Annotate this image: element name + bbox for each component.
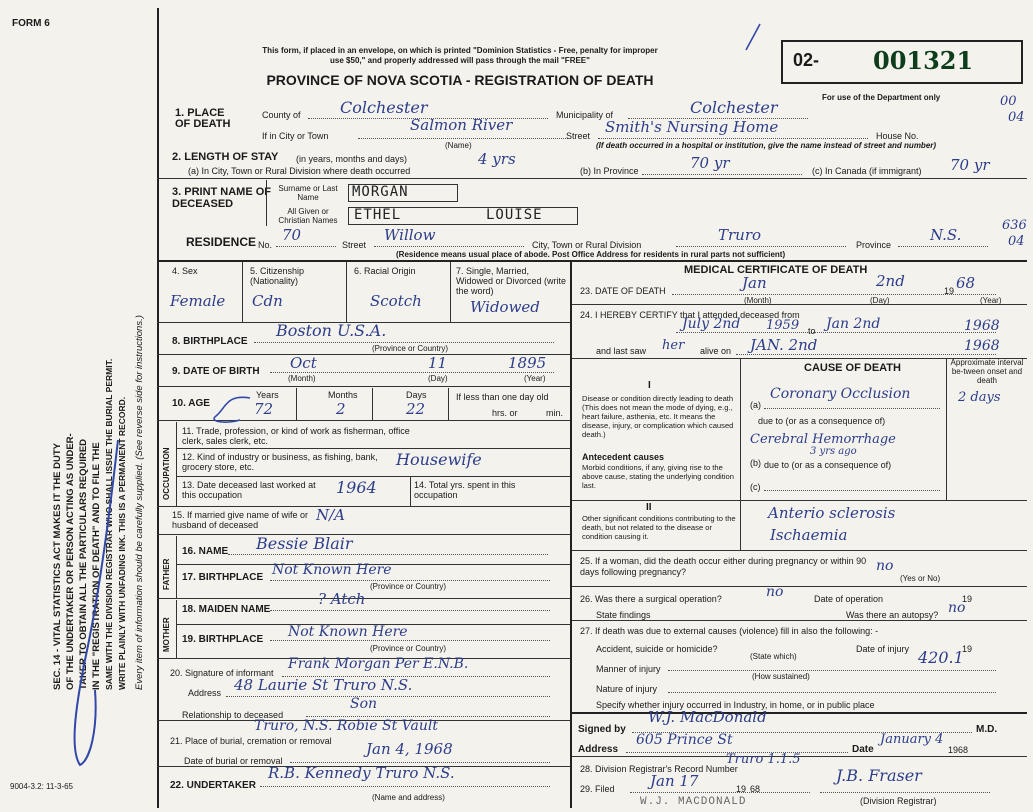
mother-side: [176, 600, 177, 658]
burial-date: Jan 4, 1968: [366, 740, 453, 758]
dod-year-prefix: 19: [944, 286, 955, 296]
autopsy-value: no: [948, 600, 966, 616]
residence-province: N.S.: [930, 226, 962, 244]
dob-day-label: (Day): [428, 374, 448, 383]
last-worked-value: 1964: [336, 478, 377, 497]
stay-province-label: (b) In Province: [580, 166, 639, 176]
house-label: House No.: [876, 131, 919, 141]
v-6-7: [450, 262, 451, 322]
accident-label: Accident, suicide or homicide?: [596, 644, 718, 654]
undertaker-note: (Name and address): [372, 793, 445, 802]
other-2: Ischaemia: [770, 526, 848, 544]
residence-province-label: Province: [856, 240, 892, 250]
divider-6: [176, 448, 570, 449]
injury-date-label: Date of injury: [856, 644, 910, 654]
mother-maiden: ? Atch: [318, 590, 366, 608]
doctor-date-label: Date: [852, 744, 874, 755]
dod-year-label: (Year): [980, 296, 1002, 305]
envelope-note-2: use $50," and properly addressed will pass through the mail "FREE": [330, 56, 590, 65]
attend-from: July 2nd: [682, 316, 741, 332]
last-saw-label: and last saw: [596, 346, 647, 356]
side-line-3: TAKER TO OBTAIN ALL THE PARTICULARS REQUIRED: [78, 438, 89, 690]
residence-no-label: No.: [258, 240, 273, 250]
name-label: 3. PRINT NAME OF DECEASED: [172, 186, 272, 210]
reg-record-label: 28. Division Registrar's Record Number: [580, 764, 738, 774]
occ-v1: [410, 476, 411, 506]
relationship-value: Son: [350, 696, 378, 712]
mother-birthplace-label: 19. BIRTHPLACE: [182, 634, 264, 645]
stay-label: 2. LENGTH OF STAY: [172, 151, 279, 163]
doctor-address: 605 Prince St: [636, 732, 733, 748]
dob-label: 9. DATE OF BIRTH: [172, 366, 260, 377]
side-line-5: SAME WITH THE DIVISION REGISTRAR WHO SHALL ISSUE THE BURIAL PERMIT.: [104, 358, 114, 690]
county-value: Colchester: [340, 98, 428, 117]
father-name: Bessie Blair: [256, 534, 353, 553]
reg-number: 001321: [873, 46, 974, 75]
envelope-note-1: This form, if placed in an envelope, on which is printed "Dominion Statistics - Free, penalty for improper: [262, 46, 658, 55]
manner-code: 420.1: [918, 648, 964, 667]
birthplace-label: 8. BIRTHPLACE: [172, 336, 248, 347]
filed-label: 29. Filed: [580, 784, 615, 794]
page-title: PROVINCE OF NOVA SCOTIA - REGISTRATION OF DEATH: [266, 72, 654, 88]
autopsy-label: Was there an autopsy?: [846, 610, 939, 620]
cause-b-label: (b): [750, 458, 761, 468]
residence-street-label: Street: [342, 240, 367, 250]
specify-label: Specify whether injury occurred in Industry, in home, or in public place: [596, 700, 875, 710]
cause-c-line: [764, 476, 940, 491]
racial-label: 6. Racial Origin: [354, 266, 416, 276]
trade-label: 11. Trade, profession, or kind of work as fisherman, office clerk, sales clerk, etc.: [182, 426, 410, 446]
informant-address-label: Address: [188, 688, 222, 698]
doctor-stamp: W.J. MACDONALD: [640, 796, 747, 808]
op-year-prefix: 19: [962, 594, 973, 604]
residence-no: 70: [282, 226, 302, 244]
dod-day: 2nd: [876, 272, 905, 290]
informant-sig: Frank Morgan Per E.N.B.: [288, 656, 469, 672]
father-name-label: 16. NAME: [182, 546, 229, 557]
residence-city-label: City, Town or Rural Division: [532, 240, 642, 250]
nature-line: [668, 678, 996, 693]
cause-v1: [740, 358, 741, 550]
pregnancy-value: no: [876, 558, 894, 574]
alive-year: 1968: [964, 338, 1000, 354]
divider-m1: [572, 304, 1027, 305]
dob-month: Oct: [290, 354, 317, 372]
age-v1: [296, 388, 297, 420]
yes-no-label: (Yes or No): [900, 574, 941, 583]
city-value: Salmon River: [410, 116, 513, 134]
age-months-label: Months: [328, 390, 358, 400]
part-2-label: II: [646, 502, 652, 513]
age-years-label: Years: [256, 390, 279, 400]
sex-label: 4. Sex: [172, 266, 198, 276]
name-divider: [266, 180, 267, 226]
surgery-label: 26. Was there a surgical operation?: [580, 594, 722, 604]
antecedent-note: Morbid conditions, if any, giving rise to the above cause, stating the underlying condition last.: [582, 463, 734, 490]
age-bracket-stroke: [156, 392, 256, 426]
how-sustained: (How sustained): [752, 672, 810, 681]
father-side: [176, 536, 177, 598]
reg-prefix: 02-: [793, 50, 820, 70]
residence-street: Willow: [384, 226, 436, 244]
form-number: FORM 6: [12, 18, 50, 29]
dod-label: 23. DATE OF DEATH: [580, 286, 666, 296]
marital-value: Widowed: [470, 298, 540, 316]
v-5-6: [346, 262, 347, 322]
mother-section: MOTHER: [162, 617, 171, 652]
divider-7: [176, 476, 570, 477]
filed-year: 68: [750, 784, 761, 794]
stay-label-note: (in years, months and days): [296, 154, 408, 164]
stay-canada-value: 70 yr: [950, 156, 990, 174]
municipality-value: Colchester: [690, 98, 778, 117]
given-value-2: LOUISE: [486, 207, 543, 223]
burial-place-label: 21. Place of burial, cremation or removal: [170, 736, 332, 746]
occupation-side: [176, 422, 177, 506]
informant-sig-label: 20. Signature of informant: [170, 668, 274, 678]
city-label: If in City or Town: [262, 131, 329, 141]
given-label: All Given or Christian Names: [278, 207, 338, 225]
margin-scribble: [40, 430, 160, 770]
signed-value: W.J. MacDonald: [648, 708, 767, 726]
cause-c-label: (c): [750, 482, 761, 492]
last-saw-pronoun: her: [662, 338, 685, 353]
attend-label: 24. I HEREBY CERTIFY that I attended deceased from: [580, 310, 800, 320]
md-label: M.D.: [976, 724, 998, 735]
mother-birthplace-note: (Province or Country): [370, 644, 447, 653]
interval-label: Approximate interval be-tween onset and death: [950, 358, 1024, 385]
cause-v2: [946, 358, 947, 500]
nature-label: Nature of injury: [596, 684, 658, 694]
total-label: 14. Total yrs. spent in this occupation: [414, 480, 516, 500]
divider-m5: [572, 586, 1027, 587]
side-line-6: WRITE PLAINLY WITH UNFADING INK. THIS IS A PERMANENT RECORD.: [117, 396, 127, 690]
surname-value: MORGAN: [352, 184, 409, 200]
divider-4: [157, 386, 570, 387]
informant-address: 48 Laurie St Truro N.S.: [234, 676, 413, 694]
filed-value: Jan 17: [650, 772, 699, 790]
attend-to: Jan 2nd: [826, 316, 881, 332]
divider-9: [157, 534, 570, 535]
mother-maiden-line: [270, 596, 550, 611]
married-value: N/A: [316, 506, 346, 524]
v-4-5: [242, 262, 243, 322]
attend-to-year: 1968: [964, 318, 1000, 334]
pregnancy-label: 25. If a woman, did the death occur either during pregnancy or within 90 days following pregnancy?: [580, 556, 867, 577]
father-birthplace: Not Known Here: [272, 562, 392, 578]
dod-year: 68: [956, 274, 976, 292]
part-1-label: I: [648, 380, 651, 391]
dob-year: 1895: [508, 354, 547, 372]
other-1: Anterio sclerosis: [768, 504, 896, 522]
filed-year-prefix: 19: [736, 784, 747, 794]
residence-code-1: 636: [1002, 218, 1027, 233]
residence-code-2: 04: [1008, 234, 1025, 249]
to-label: to: [808, 326, 816, 336]
burial-date-label: Date of burial or removal: [184, 756, 283, 766]
father-section: FATHER: [162, 558, 171, 590]
cause-a-label: (a): [750, 400, 761, 410]
surgery-value: no: [766, 584, 784, 600]
father-birthplace-note: (Province or Country): [370, 582, 447, 591]
hrs-label: hrs. or: [492, 408, 518, 418]
occupation-section: OCCUPATION: [162, 447, 171, 500]
city-name-label: (Name): [445, 141, 472, 150]
due-to-2: due to (or as a consequence of): [764, 460, 892, 470]
registrar-signature: J.B. Fraser: [836, 766, 922, 785]
attend-from-year: 1959: [766, 318, 800, 333]
column-divider: [570, 260, 572, 808]
sex-value: Female: [170, 292, 226, 310]
age-day-note: If less than one day old: [456, 392, 549, 402]
divider-m6: [572, 620, 1027, 621]
divider-m4: [572, 550, 1027, 551]
print-code: 9004-3.2: 11-3-65: [10, 782, 74, 791]
registration-number-box: [781, 40, 1023, 84]
injury-year-prefix: 19: [962, 644, 973, 654]
side-line-4: IN THE "REGISTRATION OF DEATH" AND TO FILE THE: [91, 442, 102, 690]
stay-city-label: (a) In City, Town or Rural Division where death occurred: [188, 166, 411, 176]
dob-year-label: (Year): [524, 374, 546, 383]
racial-value: Scotch: [370, 292, 422, 310]
cause-a-interval: 2 days: [958, 390, 1001, 405]
op-date-label: Date of operation: [814, 594, 884, 604]
divider-1: [157, 178, 1027, 179]
residence-label: RESIDENCE: [186, 235, 257, 249]
alive-label: alive on: [700, 346, 732, 356]
divider-m7: [572, 712, 1027, 714]
cause-b: Cerebral Hemorrhage: [750, 432, 896, 447]
other-label: Other significant conditions contributing to the death, but not related to the disease or condition causing it.: [582, 514, 736, 541]
street-value: Smith's Nursing Home: [605, 118, 779, 136]
stay-province-value: 70 yr: [690, 154, 730, 172]
stay-city-value: 4 yrs: [478, 150, 516, 168]
place-label: 1. PLACE OF DEATH: [175, 107, 231, 130]
mother-birthplace: Not Known Here: [288, 624, 408, 640]
dob-month-label: (Month): [288, 374, 316, 383]
dept-code-2: 04: [1008, 110, 1025, 125]
married-label: 15. If married give name of wife or husband of deceased: [172, 510, 309, 530]
disease-label: Disease or condition directly leading to death (This does not mean the mode of dying, e.g., heart failure, asthenia, etc. It means the disease, injury, or complication which caused death.): [582, 394, 734, 439]
last-worked-label: 13. Date deceased last worked at this occupation: [182, 480, 316, 500]
mother-maiden-label: 18. MAIDEN NAME: [182, 604, 271, 615]
industry-value: Housewife: [396, 450, 482, 469]
age-v2: [372, 388, 373, 420]
medical-title: MEDICAL CERTIFICATE OF DEATH: [684, 264, 868, 276]
father-birthplace-label: 17. BIRTHPLACE: [182, 572, 264, 583]
side-line-1: SEC. 14 - VITAL STATISTICS ACT MAKES IT THE DUTY: [52, 442, 63, 690]
doctor-date: January 4: [880, 732, 944, 747]
dod-day-label: (Day): [870, 296, 890, 305]
min-label: min.: [546, 408, 564, 418]
antecedent-label: Antecedent causes: [582, 452, 665, 462]
divider-8: [157, 506, 570, 507]
registrar-label: (Division Registrar): [860, 796, 937, 806]
citizenship-value: Cdn: [252, 292, 283, 310]
cause-a: Coronary Occlusion: [770, 386, 911, 402]
side-line-2: OF THE UNDERTAKER OR PERSON ACTING AS UNDER-: [65, 433, 76, 690]
dept-use-label: For use of the Department only: [822, 93, 941, 102]
age-days-label: Days: [406, 390, 427, 400]
findings-label: State findings: [596, 610, 651, 620]
cause-title: CAUSE OF DEATH: [804, 362, 901, 374]
undertaker-value: R.B. Kennedy Truro N.S.: [268, 764, 455, 782]
marital-label: 7. Single, Married, Widowed or Divorced (write the word): [456, 266, 567, 296]
dod-month-label: (Month): [744, 296, 772, 305]
surname-label: Surname or Last Name: [278, 184, 338, 202]
birthplace-value: Boston U.S.A.: [276, 321, 387, 340]
relationship-line: [306, 702, 550, 717]
age-months: 2: [336, 400, 346, 418]
divider-m3: [572, 500, 1027, 501]
manner-label: Manner of injury: [596, 664, 661, 674]
hospital-note: (If death occurred in a hospital or institution, give the name instead of street and number): [596, 141, 937, 150]
residence-note: (Residence means usual place of abode. Post Office Address for residents in rural parts not sufficient): [396, 250, 786, 259]
industry-label: 12. Kind of industry or business, as fishing, bank, grocery store, etc.: [182, 452, 378, 472]
cause-b-interval: 3 yrs ago: [810, 446, 857, 457]
dept-code-1: 00: [1000, 94, 1017, 109]
alive-on: JAN. 2nd: [750, 336, 818, 354]
stay-canada-label: (c) In Canada (if immigrant): [812, 166, 922, 176]
divider-main: [157, 260, 1027, 262]
envelope-note: [190, 46, 730, 66]
reg-record: Truro 1.1.5: [726, 752, 801, 767]
burial-place: Truro, N.S. Robie St Vault: [254, 718, 438, 734]
relationship-label: Relationship to deceased: [182, 710, 284, 720]
undertaker-label: 22. UNDERTAKER: [170, 780, 256, 791]
state-which-label: (State which): [750, 652, 797, 661]
age-v3: [448, 388, 449, 420]
citizenship-label: 5. Citizenship (Nationality): [250, 266, 305, 286]
signed-label: Signed by: [578, 724, 626, 735]
birthplace-note: (Province or Country): [372, 344, 449, 353]
age-label: 10. AGE: [172, 398, 210, 409]
side-line-7: Every item of information should be carefully supplied. (See reverse side for instructions.): [134, 315, 145, 690]
external-label: 27. If death was due to external causes (violence) fill in also the following: -: [580, 626, 879, 636]
doctor-date-year: 1968: [948, 745, 969, 755]
age-years: 72: [254, 400, 274, 418]
doctor-address-label: Address: [578, 744, 619, 755]
street-label: Street: [566, 131, 591, 141]
header-tick: [740, 20, 770, 54]
dod-month: Jan: [742, 274, 767, 292]
age-days: 22: [406, 400, 426, 418]
county-label: County of: [262, 110, 301, 120]
municipality-label: Municipality of: [556, 110, 614, 120]
dob-day: 11: [428, 354, 448, 372]
residence-city: Truro: [718, 226, 762, 244]
given-value-1: ETHEL: [354, 207, 402, 223]
due-to-1: due to (or as a consequence of): [758, 416, 886, 426]
